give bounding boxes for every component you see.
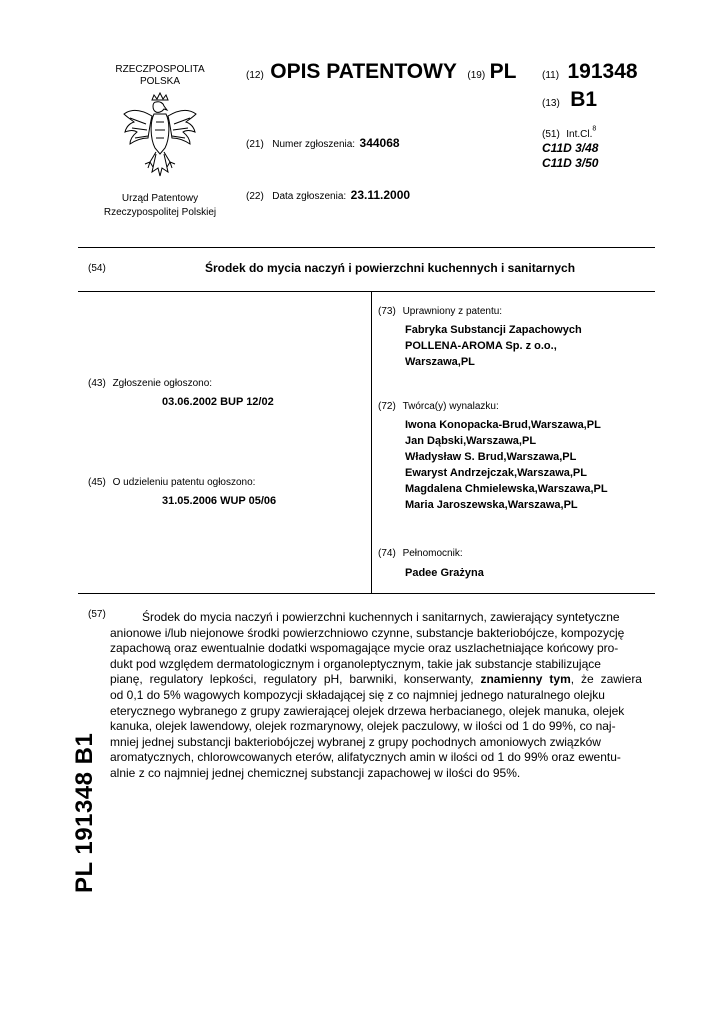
- abstract-line: Środek do mycia naczyń i powierzchni kuchennych i sanitarnych, zawierający syntetyczne: [142, 610, 620, 624]
- owner-line: Warszawa,PL: [405, 356, 475, 368]
- doc-type-row: [246, 60, 516, 84]
- column-divider: [371, 291, 372, 593]
- ipc-class-1: C11D 3/48: [542, 141, 599, 155]
- eagle-emblem-icon: [118, 92, 202, 184]
- filing-date-label: Data zgłoszenia:: [272, 191, 347, 202]
- inventors-list: [405, 417, 608, 513]
- inid-code-57: (57): [88, 609, 106, 620]
- abstract-line: anionowe i/lub niejonowe środki powierzchniowo czynne, substancje bakteriobójcze, kompozycję: [110, 625, 625, 640]
- kind-code: B1: [570, 88, 598, 111]
- doc-type: OPIS PATENTOWY: [270, 60, 457, 83]
- claim-characterizing-phrase: znamienny tym: [480, 672, 571, 687]
- abstract-line: od 0,1 do 5% wagowych kompozycji składającej się z co najmniej jednego naturalnego olejku: [110, 687, 605, 702]
- office-name-line2: Rzeczypospolitej Polskiej: [103, 207, 217, 218]
- abstract-line: eterycznego wybranego z grupy zawierającej olejek drzewa herbacianego, olejek manuka, olejek: [110, 703, 625, 718]
- inventor-name: Ewaryst Andrzejczak,Warszawa,PL: [405, 467, 587, 479]
- ipc-class-2: C11D 3/50: [542, 156, 599, 170]
- abstract-top-rule: [78, 593, 655, 594]
- abstract-text: [110, 610, 642, 782]
- grant-label: O udzieleniu patentu ogłoszono:: [112, 477, 256, 488]
- filing-date: 23.11.2000: [350, 188, 411, 202]
- inid-code-43: (43): [88, 378, 106, 389]
- owner-label: Uprawniony z patentu:: [402, 306, 503, 317]
- inventor-name: Magdalena Chmielewska,Warszawa,PL: [405, 483, 608, 495]
- country-name-line1: RZECZPOSPOLITA: [115, 64, 205, 75]
- intcl-edition: 8: [592, 125, 597, 133]
- abstract-line: mniej jednej substancji bakteriobójczej wybranej z grupy pochodnych amoniowych związków: [110, 734, 601, 749]
- inid-code-73: (73): [378, 306, 396, 317]
- abstract-line: dukt pod względem dermatologicznym i organoleptycznym, takie jak substancje stabilizujące: [110, 656, 601, 671]
- country-name-line2: POLSKA: [139, 76, 181, 87]
- grant-value: 31.05.2006 WUP 05/06: [162, 495, 277, 507]
- inid-code-21: (21): [246, 139, 264, 150]
- inventors-label: Twórca(y) wynalazku:: [402, 401, 499, 412]
- inventor-name: Jan Dąbski,Warszawa,PL: [405, 435, 537, 447]
- inid-code-11: (11): [542, 70, 560, 81]
- abstract-line: kanuka, olejek lawendowy, olejek rozmarynowy, olejek paczulowy, w ilości od 1 do 99%, co naj-: [110, 719, 616, 734]
- office-name-line1: Urząd Patentowy: [121, 193, 199, 204]
- side-patent-label: PL 191348 B1: [71, 732, 98, 893]
- abstract-line: alnie z co najmniej jednej chemicznej substancji zapachowej w ilości do 95%.: [110, 765, 521, 780]
- attorney-name: Padee Grażyna: [405, 567, 484, 579]
- country-code: PL: [489, 60, 517, 83]
- inid-code-72: (72): [378, 401, 396, 412]
- application-number: 344068: [359, 136, 400, 150]
- patent-number: 191348: [567, 60, 638, 83]
- inid-code-54: (54): [88, 263, 106, 274]
- inid-code-51: (51): [542, 129, 560, 140]
- inventor-name: Władysław S. Brud,Warszawa,PL: [405, 451, 577, 463]
- abstract-line-with-claim-phrase: pianę, regulatory lepkości, regulatory pH, barwniki, konserwanty, znamienny tym, że zawiera: [110, 672, 642, 687]
- intcl-label: Int.Cl.: [566, 129, 593, 140]
- attorney-label: Pełnomocnik:: [402, 548, 463, 559]
- patent-title: Środek do mycia naczyń i powierzchni kuchennych i sanitarnych: [204, 261, 576, 275]
- owner-line: POLLENA-AROMA Sp. z o.o.,: [405, 340, 557, 352]
- inid-code-12: (12): [246, 70, 264, 81]
- abstract-line: zapachową oraz ewentualnie dodatki wspomagające mycie oraz uszlachetniające końcowy pro-: [110, 641, 619, 656]
- inid-code-45: (45): [88, 477, 106, 488]
- publication-label: Zgłoszenie ogłoszono:: [112, 378, 213, 389]
- inid-code-74: (74): [378, 548, 396, 559]
- title-top-rule: [78, 247, 655, 248]
- abstract-line: aromatycznych, chlorowcowanych eterów, alifatycznych amin w ilości od 1 do 99% oraz ewentu-: [110, 750, 621, 765]
- title-bottom-rule: [78, 291, 655, 292]
- owner-line: Fabryka Substancji Zapachowych: [405, 324, 582, 336]
- publication-value: 03.06.2002 BUP 12/02: [162, 396, 274, 408]
- application-number-label: Numer zgłoszenia:: [272, 139, 356, 150]
- inid-code-19: (19): [467, 70, 486, 81]
- inventor-name: Maria Jaroszewska,Warszawa,PL: [405, 499, 578, 511]
- inid-code-13: (13): [542, 98, 560, 109]
- owner-block: [405, 322, 582, 370]
- inid-code-22: (22): [246, 191, 264, 202]
- inventor-name: Iwona Konopacka-Brud,Warszawa,PL: [405, 419, 601, 431]
